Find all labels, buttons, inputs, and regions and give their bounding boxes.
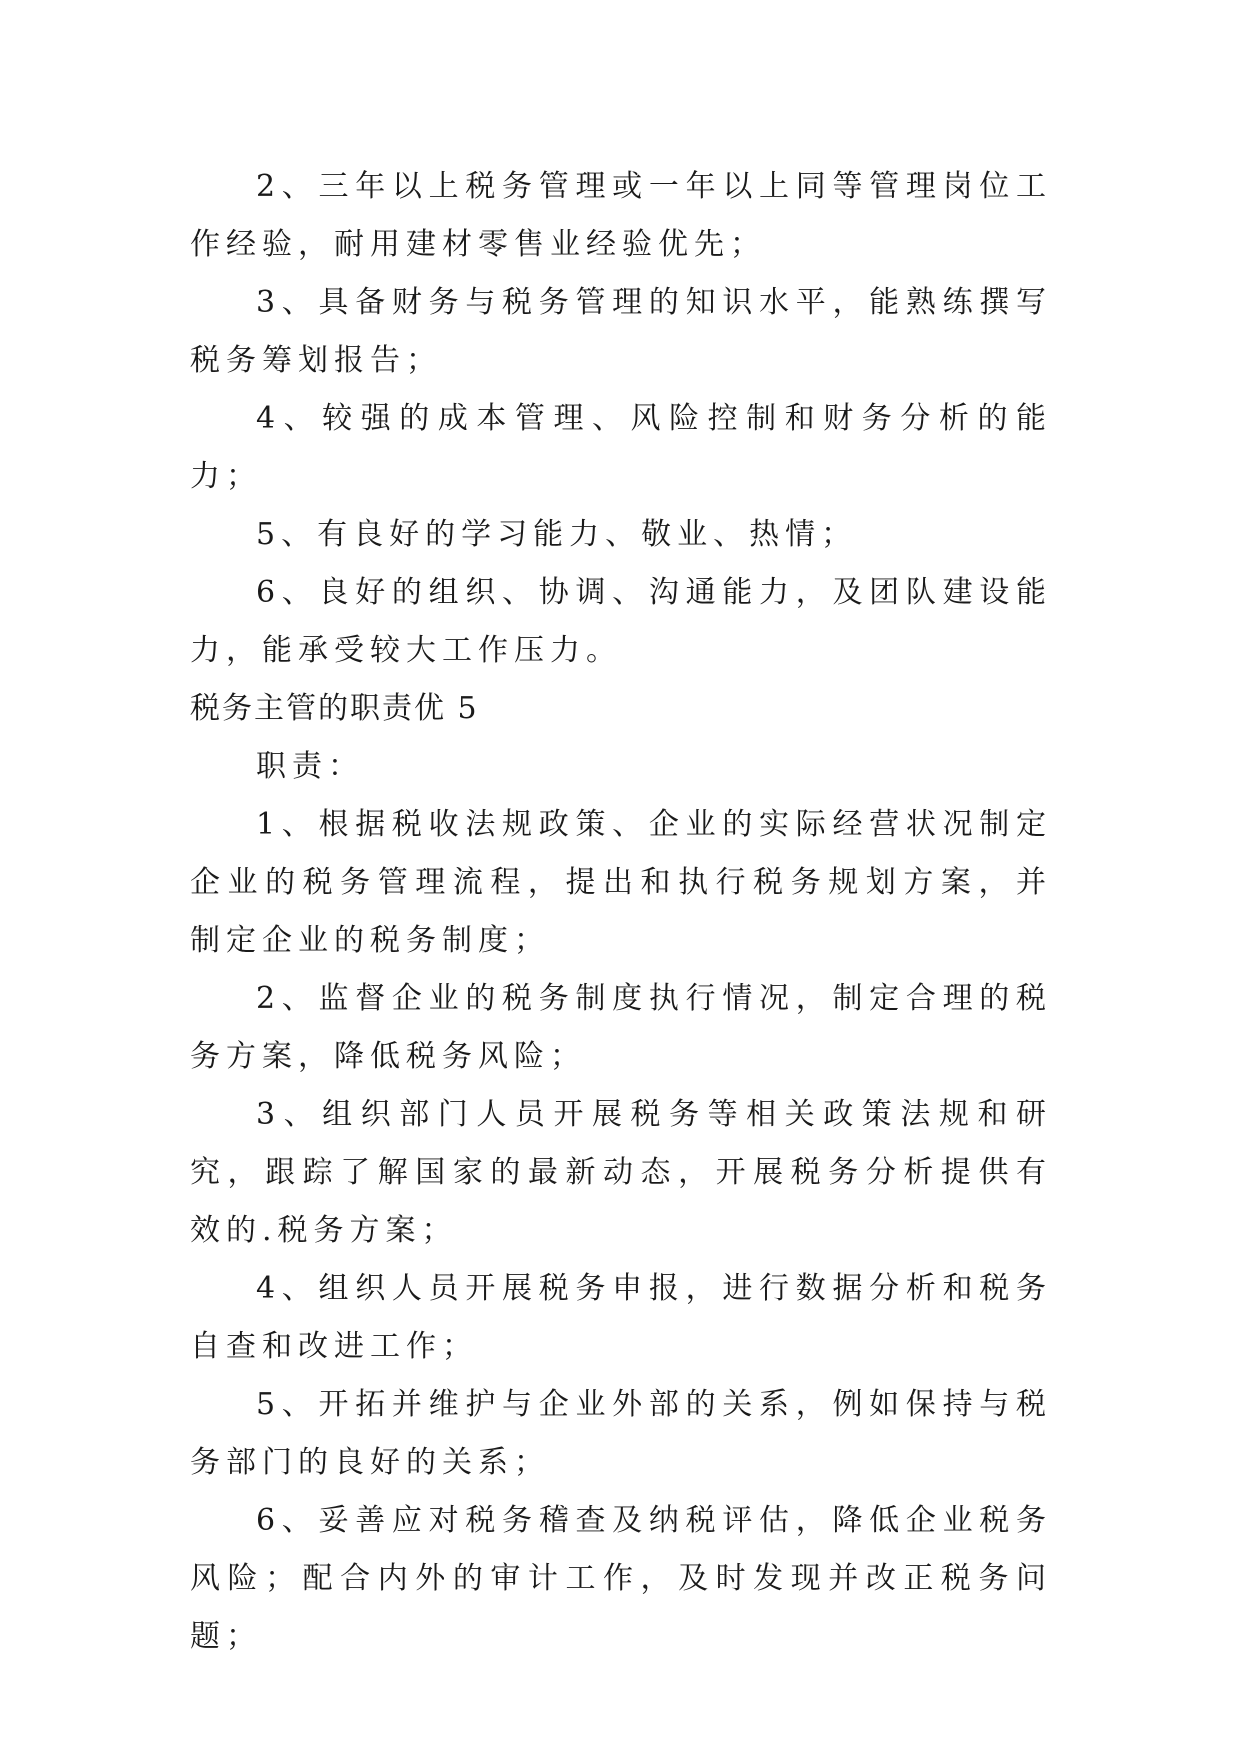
duties-label: 职责： — [256, 749, 364, 784]
duty-item-6: 6、妥善应对税务稽查及纳税评估，降低企业税务风险；配合内外的审计工作，及时发现并改正税务问题； — [190, 1503, 1052, 1654]
requirement-item-3: 3、具备财务与税务管理的知识水平，能熟练撰写税务筹划报告； — [190, 285, 1052, 378]
duty-item-3: 3、组织部门人员开展税务等相关政策法规和研究，跟踪了解国家的最新动态，开展税务分析提供有效的.税务方案； — [190, 1097, 1052, 1248]
requirement-item-4: 4、较强的成本管理、风险控制和财务分析的能力； — [190, 401, 1052, 494]
section-heading: 税务主管的职责优 5 — [190, 691, 479, 726]
requirement-item-2: 2、三年以上税务管理或一年以上同等管理岗位工作经验，耐用建材零售业经验优先； — [190, 169, 1052, 262]
duty-item-1: 1、根据税收法规政策、企业的实际经营状况制定企业的税务管理流程，提出和执行税务规划方案，并制定企业的税务制度； — [190, 807, 1052, 958]
document-body — [190, 158, 1052, 1666]
duty-item-5: 5、开拓并维护与企业外部的关系，例如保持与税务部门的良好的关系； — [190, 1387, 1052, 1480]
duty-item-2: 2、监督企业的税务制度执行情况，制定合理的税务方案，降低税务风险； — [190, 981, 1052, 1074]
requirement-item-6: 6、良好的组织、协调、沟通能力，及团队建设能力，能承受较大工作压力。 — [190, 575, 1052, 668]
duty-item-4: 4、组织人员开展税务申报，进行数据分析和税务自查和改进工作； — [190, 1271, 1052, 1364]
requirement-item-5: 5、有良好的学习能力、敬业、热情； — [256, 517, 858, 552]
